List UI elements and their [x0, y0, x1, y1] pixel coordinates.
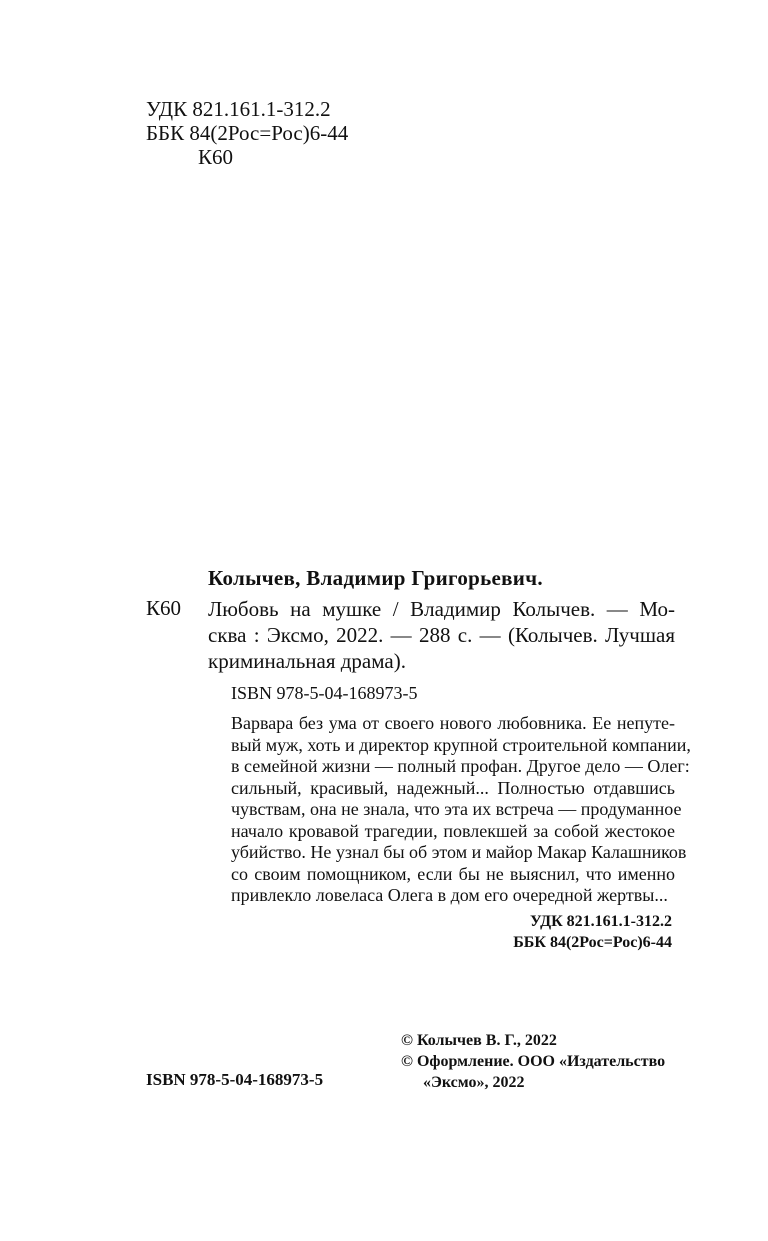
isbn-bottom: ISBN 978-5-04-168973-5	[146, 1070, 324, 1089]
biblio-line: криминальная драма).	[208, 649, 406, 673]
bbk-code: ББК 84(2Рос=Рос)6-44	[146, 121, 349, 145]
classification-header	[146, 97, 348, 169]
annotation-line: вый муж, хоть и директор крупной строительной компании,	[231, 734, 691, 755]
annotation-line: сильный, красивый, надежный... Полностью отдавшись	[231, 777, 675, 798]
annotation-line: Варвара без ума от своего нового любовника. Ее непуте-	[231, 713, 675, 733]
biblio-line: сква : Эксмо, 2022. — 288 с. — (Колычев. Лучшая	[208, 623, 675, 647]
author-sign: К60	[198, 145, 234, 169]
copyright-author: © Колычев В. Г., 2022	[401, 1032, 557, 1049]
annotation-line: привлекло ловеласа Олега в дом его очередной жертвы...	[231, 885, 668, 905]
annotation-line: начало кровавой трагедии, повлекшей за собой жестокое	[231, 820, 675, 841]
copyright-design: © Оформление. ООО «Издательство	[401, 1053, 666, 1070]
isbn-line: ISBN 978-5-04-168973-5	[231, 683, 418, 703]
annotation-line: чувствам, она не знала, что эта их встреча — продуманное	[231, 799, 682, 819]
bbk-code-bold: ББК 84(2Рос=Рос)6-44	[513, 934, 672, 951]
annotation	[231, 713, 691, 907]
annotation-line: убийство. Не узнал бы об этом и майор Макар Калашников	[231, 842, 687, 862]
bibliographic-description	[208, 596, 675, 674]
biblio-line: Любовь на мушке / Владимир Колычев. — Мо-	[208, 597, 675, 621]
copyright-block	[401, 1030, 665, 1093]
udk-code-bold: УДК 821.161.1-312.2	[529, 913, 672, 930]
classification-footer	[513, 911, 672, 953]
annotation-line: со своим помощником, если бы не выяснил, что именно	[231, 863, 675, 884]
annotation-line: в семейной жизни — полный профан. Другое дело — Олег:	[231, 756, 690, 776]
author-sign-inline: К60	[146, 596, 182, 620]
udk-code: УДК 821.161.1-312.2	[146, 97, 331, 121]
copyright-publisher: «Эксмо», 2022	[423, 1074, 525, 1091]
author-heading: Колычев, Владимир Григорьевич.	[208, 566, 543, 590]
